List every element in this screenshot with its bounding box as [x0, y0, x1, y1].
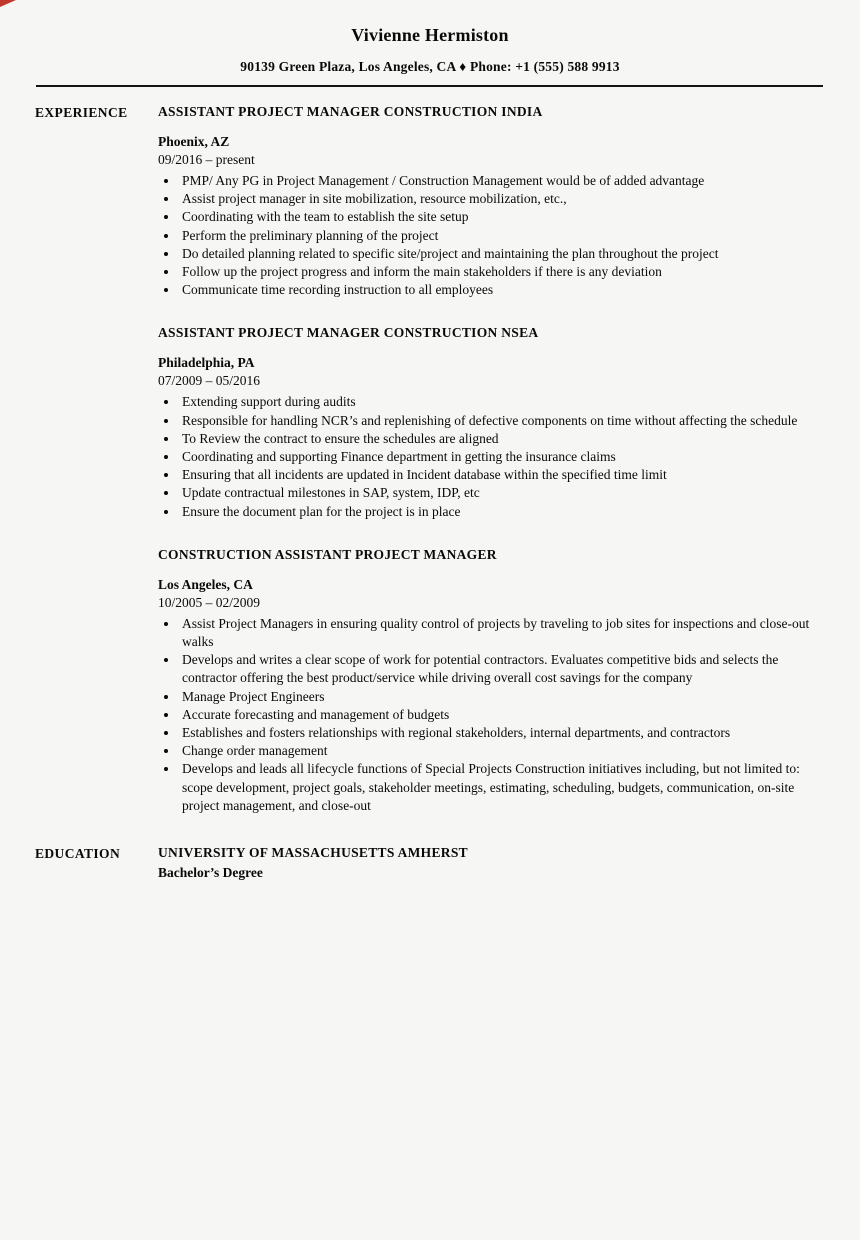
section-label-education: EDUCATION: [35, 846, 121, 862]
candidate-name: Vivienne Hermiston: [351, 25, 509, 45]
corner-watermark-fragment: [0, 0, 16, 7]
bullet-item: • Perform the preliminary planning of the project: [179, 227, 824, 245]
job-dates: 09/2016 – present: [158, 152, 255, 167]
job-location: Los Angeles, CA: [158, 576, 253, 592]
bullet-item: • Do detailed planning related to specific site/project and maintaining the plan throughout the project: [179, 245, 824, 263]
bullet-item: • Manage Project Engineers: [179, 688, 824, 706]
bullet-list: [158, 393, 824, 520]
job: [158, 104, 824, 299]
section-experience: [0, 104, 860, 815]
section-education: [0, 845, 860, 881]
job-dates: 10/2005 – 02/2009: [158, 594, 261, 610]
job: [158, 325, 824, 520]
bullet-item: • Assist Project Managers in ensuring quality control of projects by traveling to job sites for inspections and close-out walks: [179, 615, 824, 651]
job: [158, 547, 824, 815]
bullet-item: • Ensuring that all incidents are updated in Incident database within the specified time limit: [179, 466, 824, 484]
bullet-item: • To Review the contract to ensure the schedules are aligned: [179, 430, 824, 448]
bullet-item: • Ensure the document plan for the project is in place: [179, 503, 824, 521]
resume-header: [0, 0, 860, 87]
job-dates: 07/2009 – 05/2016: [158, 373, 261, 389]
bullet-list: [158, 172, 824, 299]
bullet-item: • PMP/ Any PG in Project Management / Construction Management would be of added advantage: [179, 172, 824, 190]
job-location: Phoenix, AZ: [158, 134, 230, 149]
bullet-item: • Responsible for handling NCR’s and replenishing of defective components on time without affecting the schedule: [179, 412, 824, 430]
section-label-experience: EXPERIENCE: [35, 105, 128, 120]
bullet-list: [158, 615, 824, 815]
bullet-item: • Accurate forecasting and management of budgets: [179, 706, 824, 724]
bullet-item: • Follow up the project progress and inform the main stakeholders if there is any deviation: [179, 263, 824, 281]
bullet-item: • Establishes and fosters relationships with regional stakeholders, internal departments, and contractors: [179, 724, 824, 742]
bullet-item: • Assist project manager in site mobilization, resource mobilization, etc.,: [179, 190, 824, 208]
bullet-item: • Update contractual milestones in SAP, system, IDP, etc: [179, 484, 824, 502]
education-school: UNIVERSITY OF MASSACHUSETTS AMHERST: [158, 845, 468, 861]
contact-line: 90139 Green Plaza, Los Angeles, CA ♦ Phone: +1 (555) 588 9913: [240, 59, 620, 74]
bullet-item: • Coordinating and supporting Finance department in getting the insurance claims: [179, 448, 824, 466]
job-title: ASSISTANT PROJECT MANAGER CONSTRUCTION INDIA: [158, 104, 543, 119]
bullet-item: • Coordinating with the team to establish the site setup: [179, 208, 824, 226]
job-location: Philadelphia, PA: [158, 355, 255, 371]
job-title: ASSISTANT PROJECT MANAGER CONSTRUCTION NSEA: [158, 325, 539, 341]
experience-content: [158, 104, 824, 815]
bullet-item: • Develops and writes a clear scope of work for potential contractors. Evaluates competitive bids and selects the contractor offering the best product/service while driving overall cost savings for the company: [179, 651, 824, 687]
bullet-item: • Extending support during audits: [179, 393, 824, 411]
header-divider: [36, 85, 823, 87]
bullet-item: • Communicate time recording instruction to all employees: [179, 281, 824, 299]
bullet-item: • Change order management: [179, 742, 824, 760]
education-content: [158, 845, 824, 881]
education-degree: Bachelor’s Degree: [158, 865, 263, 881]
job-title: CONSTRUCTION ASSISTANT PROJECT MANAGER: [158, 546, 497, 562]
bullet-item: • Develops and leads all lifecycle functions of Special Projects Construction initiatives including, but not limited to: scope development, project goals, stakeholder meetings, estimating, scheduling, budgets, communication, on-site project management, and close-out: [179, 760, 824, 815]
